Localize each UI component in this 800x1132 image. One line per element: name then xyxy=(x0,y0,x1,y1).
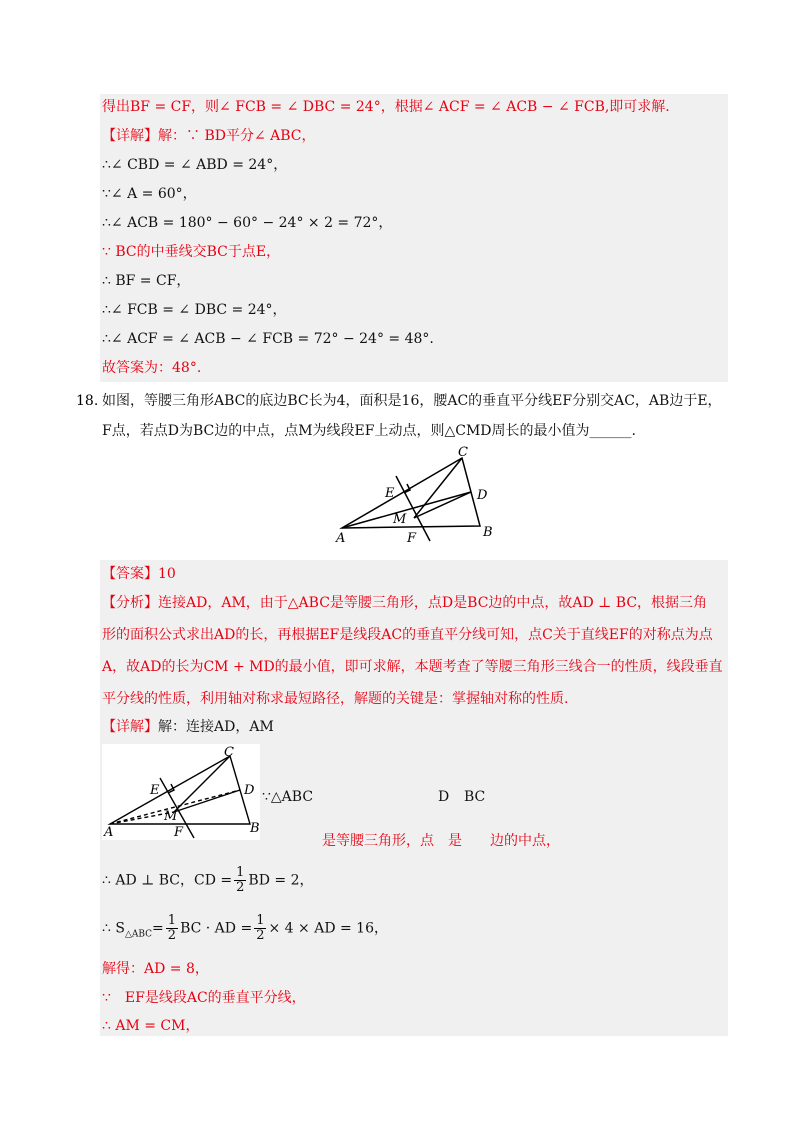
prev-line-4: ∵ BC的中垂线交BC于点E， xyxy=(102,244,281,260)
label-m-2: M xyxy=(164,809,178,824)
beside-fig: ∵△ABC xyxy=(262,789,314,805)
step-2 xyxy=(102,914,388,948)
label-b-2: B xyxy=(250,821,260,836)
question-line-2: F点，若点D为BC边的中点，点M为线段EF上动点，则△CMD周长的最小值为______. xyxy=(102,423,636,439)
triangle-abc xyxy=(342,458,480,528)
label-d-2: D xyxy=(244,783,255,798)
beside-line: 是等腰三角形，点 是 边的中点， xyxy=(322,833,560,849)
prev-line-0: 解：∵ BD平分∠ ABC， xyxy=(158,128,316,144)
answer-line xyxy=(102,563,176,585)
question-line-1: 如图，等腰三角形ABC的底边BC长为4，面积是16，腰AC的垂直平分线EF分别交AC，AB边于E， xyxy=(102,393,722,409)
step1-a: ∴ AD ⊥ BC，CD = xyxy=(102,872,233,889)
step2-d: × 4 × AD = 16， xyxy=(268,920,388,937)
segment-cm xyxy=(414,458,462,518)
prev-line-6: ∴∠ FCB = ∠ DBC = 24°， xyxy=(102,302,287,318)
analysis-text-2: A，故AD的长为CM + MD的最小值，即可求解，本题考查了等腰三角形三线合一的性质，线段垂直 xyxy=(102,659,723,675)
label-a-2: A xyxy=(104,825,114,840)
analysis-text-1: 形的面积公式求出AD的长，再根据EF是线段AC的垂直平分线可知，点C关于直线EF的对称点为点 xyxy=(102,627,713,643)
beside-bc: BC xyxy=(464,789,486,805)
prev-line-2: ∵∠ A = 60°， xyxy=(102,186,197,202)
step2-num-1: 1 xyxy=(167,913,177,928)
step2-sub: △ABC xyxy=(124,929,153,940)
prev-line-5: ∴ BF = CF， xyxy=(102,273,191,289)
step1-den: 2 xyxy=(236,880,245,895)
analysis-label: 【分析】 xyxy=(102,595,158,611)
step1-num: 1 xyxy=(236,865,245,880)
prev-line-3: ∴∠ ACB = 180° − 60° − 24° × 2 = 72°， xyxy=(102,215,393,231)
step2-a: ∴ S xyxy=(102,920,125,937)
prev-detail-line xyxy=(102,125,316,147)
label-c-2: C xyxy=(224,745,234,760)
detail-line xyxy=(102,716,274,738)
label-d: D xyxy=(477,488,488,503)
label-e: E xyxy=(385,486,395,501)
step-1 xyxy=(102,866,313,895)
step2-c: BC · AD = xyxy=(180,920,253,937)
step1-b: BD = 2， xyxy=(248,872,314,889)
question-number: 18. xyxy=(76,393,99,409)
right-angle-mark-2 xyxy=(168,784,174,793)
analysis-line-1 xyxy=(102,592,707,614)
prev-answer: 故答案为：48°. xyxy=(102,360,202,376)
ef-line: ∵ EF是线段AC的垂直平分线， xyxy=(102,990,306,1006)
prev-detail-label: 【详解】 xyxy=(102,128,158,144)
step2-b: = xyxy=(152,920,164,937)
label-f-2: F xyxy=(174,825,184,840)
detail-first: 解：连接AD，AM xyxy=(158,719,274,735)
triangle-figure xyxy=(330,446,510,546)
segment-md-2 xyxy=(174,790,240,812)
solve-line: 解得：AD = 8， xyxy=(102,961,209,977)
am-line: ∴ AM = CM， xyxy=(102,1018,200,1034)
step2-den-1: 2 xyxy=(167,928,177,943)
prev-analysis-tail: 得出BF = CF，则∠ FCB = ∠ DBC = 24°，根据∠ ACF = ∠ ACB − ∠ FCB,即可求解. xyxy=(102,99,670,115)
label-a: A xyxy=(336,531,346,546)
prev-line-1: ∴∠ CBD = ∠ ABD = 24°， xyxy=(102,157,288,173)
label-f: F xyxy=(407,531,417,546)
label-e-2: E xyxy=(150,783,160,798)
step2-num-2: 1 xyxy=(256,913,265,928)
step1-frac xyxy=(234,866,246,895)
segment-cm-2 xyxy=(174,756,230,812)
detail-label: 【详解】 xyxy=(102,719,158,735)
step2-frac-1 xyxy=(166,914,178,943)
prev-line-7: ∴∠ ACF = ∠ ACB − ∠ FCB = 72° − 24° = 48°. xyxy=(102,331,434,347)
step2-den-2: 2 xyxy=(256,928,265,943)
answer-label: 【答案】 xyxy=(102,566,158,582)
label-c: C xyxy=(458,446,468,460)
analysis-text-3: 平分线的性质，利用轴对称求最短路径，解题的关键是：掌握轴对称的性质. xyxy=(102,691,569,707)
label-b: B xyxy=(483,525,493,540)
beside-d: D xyxy=(438,789,450,805)
analysis-text-0: 连接AD，AM，由于△ABC是等腰三角形，点D是BC边的中点，故AD ⊥ BC，根据三角 xyxy=(158,595,708,611)
answer-value: 10 xyxy=(158,566,176,582)
label-m: M xyxy=(393,512,407,527)
step2-frac-2 xyxy=(254,914,266,943)
triangle-figure-2 xyxy=(102,744,262,840)
